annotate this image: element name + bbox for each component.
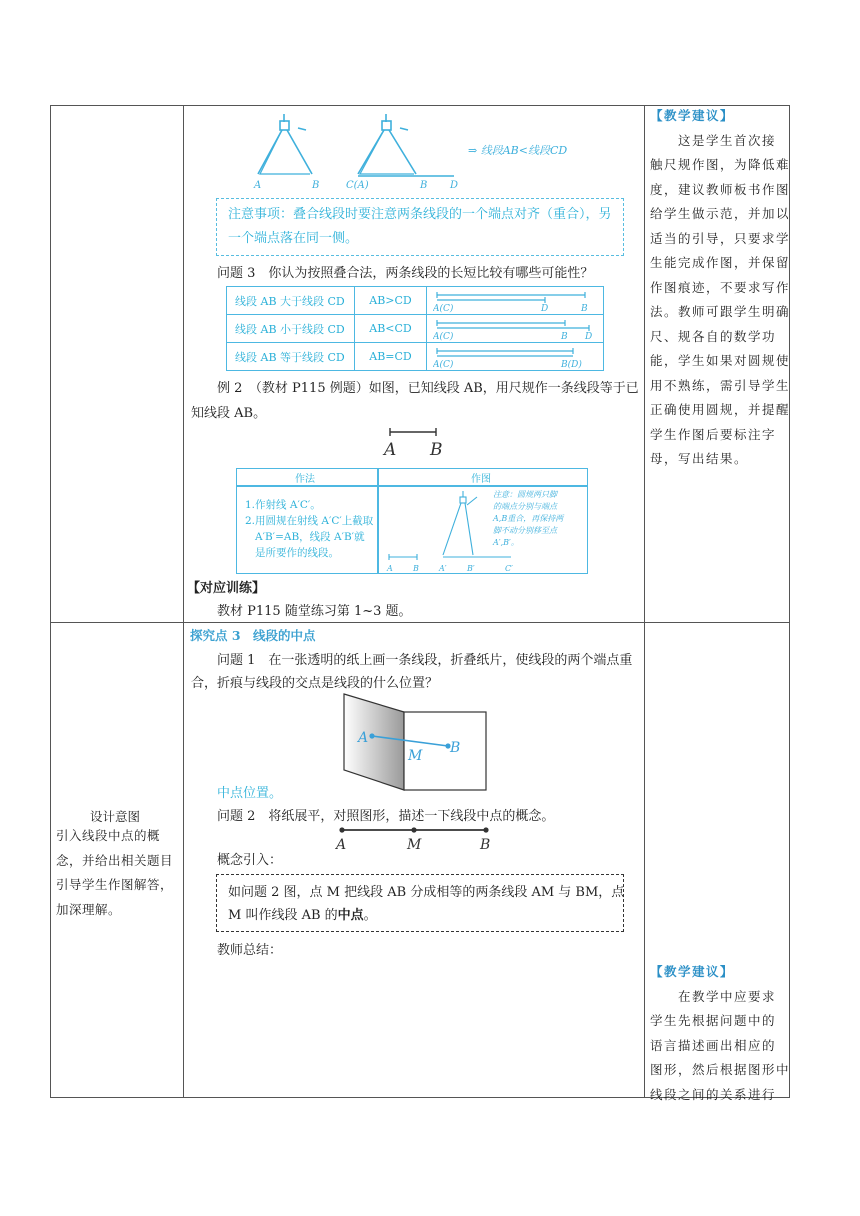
comparison-row (227, 315, 604, 343)
method-step: 1.作射线 A′C′。 (245, 499, 321, 511)
segment-ab-figure (380, 424, 450, 460)
method-step: 是所要作的线段。 (255, 547, 339, 559)
comparison-table (226, 286, 604, 371)
svg-text:B′: B′ (467, 564, 475, 573)
svg-text:A,B重合，再保持两: A,B重合，再保持两 (493, 514, 564, 523)
example-2-line-2: 知线段 AB。 (191, 406, 267, 421)
seg-label-b: B (480, 837, 491, 852)
fig1-label-d: D (450, 180, 459, 190)
method-head-left: 作法 (295, 474, 315, 485)
svg-text:A: A (387, 564, 393, 573)
concept-midpoint-term: 中点 (337, 908, 364, 923)
table-border-left (50, 105, 51, 1098)
suggestion-2-title: 【教学建议】 (650, 964, 735, 979)
fig1-label-b: B (312, 180, 320, 190)
segment-label-b: B (430, 440, 443, 460)
question-3: 问题 3 你认为按照叠合法，两条线段的长短比较有哪些可能性？ (217, 266, 594, 281)
explore-3-q2: 问题 2 将纸展平，对照图形，描述一下线段中点的概念。 (217, 809, 555, 824)
explore-3-q1-line-2: 合，折痕与线段的交点是线段的什么位置？ (191, 676, 439, 691)
fig1-label-a: A (254, 180, 262, 190)
design-intent-text: 引入线段中点的概 念，并给出相关题目 引导学生作图解答， 加深理解。 (56, 828, 174, 917)
method-head-right: 作图 (471, 474, 491, 485)
method-table (236, 468, 588, 574)
svg-text:D: D (585, 332, 593, 341)
svg-text:A′,B′。: A′,B′。 (493, 538, 519, 547)
comparison-desc: 线段 AB 小于线段 CD (227, 315, 355, 343)
comparison-figure (427, 343, 604, 371)
teaching-suggestion-1: 【教学建议】 这是学生首次接 触尺规作图，为降低难 度，建议教师板书作图 给学生做示范，并加以 适当的引导，只要求学 生能完成作图，并保留 作图痕迹，不要求写作 法。教师可跟学生明确 尺、规各自的数学功 能，学生如果对圆规使 用不熟练，需引导学生 正确使用圆规，并提醒 学生作图后要标注字 母，写出结果。 (650, 104, 790, 472)
seg-label-m: M (407, 837, 422, 852)
practice-title: 【对应训练】 (187, 581, 266, 596)
svg-text:B: B (413, 564, 419, 573)
teaching-suggestion-2: 【教学建议】 在教学中应要求 学生先根据问题中的 语言描述画出相应的 图形，然后根据图形中 线段之间的关系进行 (650, 960, 790, 1107)
segment-label-a: A (384, 440, 397, 460)
comparison-figure (427, 287, 604, 315)
svg-text:A(C): A(C) (433, 360, 454, 369)
comparison-row (227, 287, 604, 315)
note-line-1: 注意事项：叠合线段时要注意两条线段的一个端点对齐（重合），另 (228, 207, 612, 222)
comparison-desc: 线段 AB 等于线段 CD (227, 343, 355, 371)
fold-label-a: A (358, 730, 369, 746)
svg-text:A(C): A(C) (433, 304, 454, 313)
comparison-relation: AB=CD (355, 343, 427, 371)
construction-figure (381, 487, 587, 573)
fig1-label-b2: B (420, 180, 428, 190)
folded-paper-figure (336, 690, 496, 792)
concept-line-2: M 叫作线段 AB 的中点。 (228, 908, 377, 923)
svg-text:B: B (561, 332, 568, 341)
example-2-line-1: 例 2 （教材 P115 例题）如图，已知线段 AB，用尺规作一条线段等于已 (217, 381, 639, 396)
fold-label-m: M (408, 748, 423, 764)
svg-text:B(D): B(D) (561, 360, 582, 369)
svg-text:C′: C′ (505, 564, 513, 573)
comparison-row (227, 343, 604, 371)
method-step: 2.用圆规在射线 A′C′上截取 (245, 515, 374, 527)
svg-text:D: D (541, 304, 549, 313)
table-divider-2 (644, 105, 645, 1098)
fold-label-b: B (450, 740, 461, 756)
svg-text:A(C): A(C) (433, 332, 454, 341)
concept-intro: 概念引入： (217, 853, 283, 868)
method-step: A′B′=AB，线段 A′B′就 (255, 531, 365, 543)
fig1-conclusion: ⇒ 线段AB<线段CD (468, 144, 568, 157)
seg-label-a: A (336, 837, 347, 852)
teacher-summary: 教师总结： (217, 943, 283, 958)
explore-3-answer: 中点位置。 (217, 786, 283, 801)
table-divider-1 (183, 105, 184, 1098)
compass-comparison-figure (240, 108, 600, 190)
table-border-middle (50, 622, 790, 623)
svg-text:A′: A′ (439, 564, 447, 573)
comparison-desc: 线段 AB 大于线段 CD (227, 287, 355, 315)
svg-text:注意：圆规两只脚: 注意：圆规两只脚 (493, 490, 557, 499)
design-intent-title: 设计意图 (90, 809, 141, 824)
svg-text:B: B (581, 304, 588, 313)
explore-3-title: 探究点 3 线段的中点 (190, 628, 316, 643)
note-line-2: 一个端点落在同一侧。 (228, 231, 359, 246)
svg-text:的端点分别与端点: 的端点分别与端点 (493, 502, 557, 511)
explore-3-q1-line-1: 问题 1 在一张透明的纸上画一条线段，折叠纸片，使线段的两个端点重 (217, 653, 633, 668)
practice-text: 教材 P115 随堂练习第 1~3 题。 (217, 604, 412, 619)
concept-line-1: 如问题 2 图，点 M 把线段 AB 分成相等的两条线段 AM 与 BM，点 (228, 885, 625, 900)
fig1-label-ca: C(A) (346, 180, 369, 190)
comparison-relation: AB>CD (355, 287, 427, 315)
comparison-figure (427, 315, 604, 343)
midpoint-segment-figure (330, 824, 500, 852)
suggestion-1-title: 【教学建议】 (650, 108, 735, 123)
comparison-relation: AB<CD (355, 315, 427, 343)
svg-text:脚不动分别移至点: 脚不动分别移至点 (493, 526, 557, 535)
